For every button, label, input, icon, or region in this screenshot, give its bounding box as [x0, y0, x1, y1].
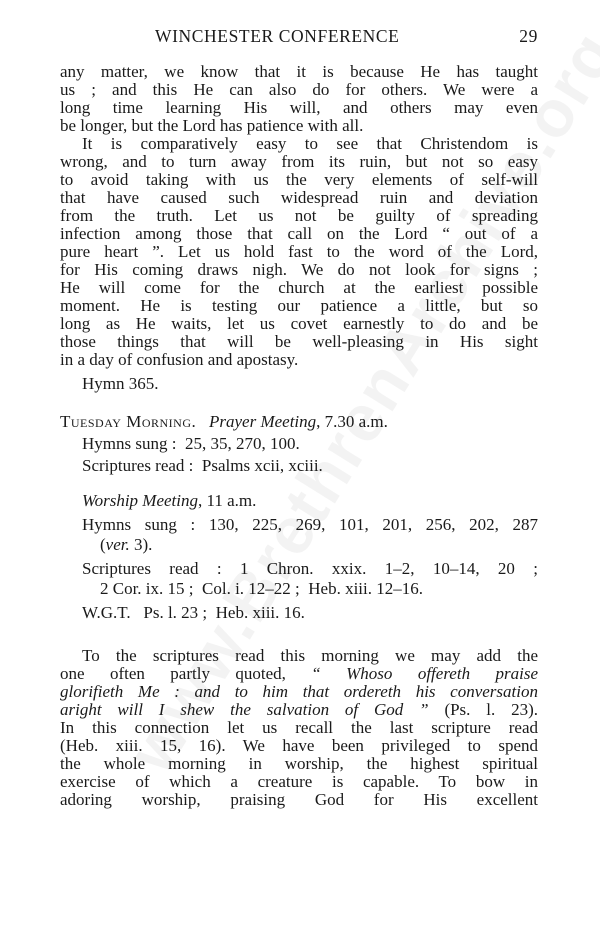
body-line: In this connection let us recall the last scripture read — [60, 718, 538, 737]
section-heading — [60, 412, 538, 431]
body-line: to avoid taking with us the very elements of self-will — [60, 170, 538, 189]
body-line: for His coming draws nigh. We do not look for signs ; — [60, 260, 538, 279]
running-header — [60, 26, 538, 48]
header-title: WINCHESTER CONFERENCE — [155, 26, 400, 46]
prayer-meeting-label: Prayer Meeting — [208, 412, 317, 431]
body-line: long as He waits, let us covet earnestly to do and be — [60, 314, 538, 333]
body-line — [60, 682, 538, 701]
body-line: pure heart ”. Let us hold fast to the word of the Lord, — [60, 242, 538, 261]
body-line: that have caused such widespread ruin and deviation — [60, 188, 538, 207]
quote-run: aright will I shew the salvation of God ” — [60, 700, 429, 719]
body-line: those things that will be well-pleasing in His sight — [60, 332, 538, 351]
wgt-line: W.G.T. Ps. l. 23 ; Heb. xiii. 16. — [82, 603, 305, 622]
day-label: Tuesday Morning. — [60, 412, 197, 431]
body-line: long time learning His will, and others may even — [60, 98, 538, 117]
hymn-line: Hymn 365. — [82, 374, 159, 393]
body-line — [60, 664, 538, 683]
body-line: any matter, we know that it is because He has taught — [60, 62, 538, 81]
body-line — [60, 700, 538, 719]
body-line: He will come for the church at the earliest possible — [60, 278, 538, 297]
body-line: infection among those that call on the Lord “ out of a — [60, 224, 538, 243]
body-line: exercise of which a creature is capable. To bow in — [60, 772, 538, 791]
worship-hymns: Hymns sung : 130, 225, 269, 101, 201, 256, 202, 287 — [82, 515, 538, 534]
body-line: moment. He is testing our patience a little, but so — [60, 296, 538, 315]
body-line: To the scriptures read this morning we may add the — [82, 646, 538, 665]
body-line: in a day of confusion and apostasy. — [60, 350, 299, 369]
quote-run: “ Whoso offereth praise — [311, 664, 538, 683]
worship-meeting-label: Worship Meeting — [82, 491, 199, 510]
worship-scriptures: Scriptures read : 1 Chron. xxix. 1–2, 10–14, 20 ; — [82, 559, 538, 578]
body-line: wrong, and to turn away from its ruin, but not so easy — [60, 152, 538, 171]
worship-hymns-cont — [100, 535, 538, 554]
paren: ( — [100, 535, 106, 554]
page-number: 29 — [519, 26, 538, 46]
worship-meeting-heading — [82, 491, 538, 510]
body-line: us ; and this He can also do for others. We were a — [60, 80, 538, 99]
prayer-hymns: Hymns sung : 25, 35, 270, 100. — [82, 434, 300, 453]
verse-number: 3). — [129, 535, 153, 554]
prayer-scriptures: Scriptures read : Psalms xcii, xciii. — [82, 456, 323, 475]
quote-run: glorifieth Me : and to him that ordereth his conversation — [60, 682, 538, 701]
prayer-meeting-time: , 7.30 a.m. — [316, 412, 388, 431]
text-run: (Ps. l. 23). — [444, 700, 538, 719]
body-line: be longer, but the Lord has patience with all. — [60, 116, 364, 135]
body-line: It is comparatively easy to see that Christendom is — [82, 134, 538, 153]
verse-abbr: ver. — [105, 535, 130, 554]
body-line: adoring worship, praising God for His excellent — [60, 790, 538, 809]
body-line: from the truth. Let us not be guilty of spreading — [60, 206, 538, 225]
text-run: one often partly quoted, — [60, 664, 312, 683]
body-line: the whole morning in worship, the highest spiritual — [60, 754, 538, 773]
worship-scriptures-cont: 2 Cor. ix. 15 ; Col. i. 12–22 ; Heb. xiii. 12–16. — [100, 579, 424, 598]
body-line: (Heb. xiii. 15, 16). We have been privileged to spend — [60, 736, 538, 755]
worship-meeting-time: , 11 a.m. — [198, 491, 257, 510]
